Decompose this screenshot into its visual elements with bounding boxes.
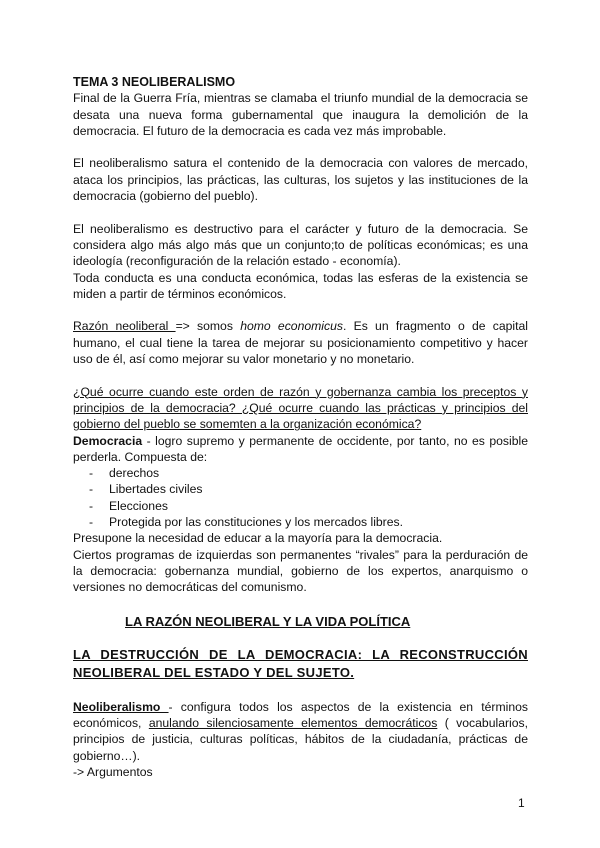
paragraph-argumentos: -> Argumentos [73,764,153,779]
document-title: TEMA 3 NEOLIBERALISMO [73,75,236,89]
term-razon-neoliberal: Razón neoliberal [73,319,176,334]
list-item: - Libertades civiles [89,481,528,497]
list-item: - Protegida por las constituciones y los mercados libres. [89,514,528,530]
document-body [73,74,528,780]
paragraph-educar: Presupone la necesidad de educar a la mayoría para la democracia. [73,531,443,546]
list-item: - Elecciones [89,498,528,514]
paragraph-destructive: El neoliberalismo es destructivo para el carácter y futuro de la democracia. Se considera algo más algo más que un conjunto;to de políticas económicas; es una ideología (reconfiguración de la relación estado - economía). [73,221,528,269]
democracia-list [73,465,528,530]
section-heading-destruccion: LA DESTRUCCIÓN DE LA DEMOCRACIA: LA RECONSTRUCCIÓN NEOLIBERAL DEL ESTADO Y DEL SUJETO. [73,647,528,681]
list-item: - derechos [89,465,528,481]
paragraph-rivales: Ciertos programas de izquierdas son permanentes “rivales” para la perduración de la democracia: gobernanza mundial, gobierno de los expertos, anarquismo o versiones no democráticas del comunismo. [73,547,528,595]
term-homo-economicus: homo economicus [240,319,343,334]
paragraph-democracia: Democracia - logro supremo y permanente de occidente, por tanto, no es posible perderla. Compuesta de: [73,433,528,464]
term-neoliberalismo: Neoliberalismo [73,699,169,714]
paragraph-intro: Final de la Guerra Fría, mientras se clamaba el triunfo mundial de la democracia se desata una nueva forma gubernamental que inaugura la demolición de la democracia. El futuro de la democracia es cada vez más improbable. [73,91,528,138]
underlined-phrase: anulando silenciosamente elementos democráticos [148,715,438,730]
paragraph-market-values: El neoliberalismo satura el contenido de la democracia con valores de mercado, ataca los principios, las prácticas, las culturas, los sujetos y las instituciones de la democracia (gobierno del pueblo). [73,156,528,204]
section-heading-razon: LA RAZÓN NEOLIBERAL Y LA VIDA POLÍTICA [125,613,411,629]
paragraph-economic-conduct: Toda conducta es una conducta económica, todas las esferas de la existencia se miden a partir de términos económicos. [73,270,528,301]
paragraph-neoliberalismo: Neoliberalismo - configura todos los aspectos de la existencia en términos económicos, anulando silenciosamente elementos democráticos ( vocabularios, principios de justicia, culturas políticas, hábitos de la ciudadanía, prácticas de gobierno…). [73,699,528,763]
page-number: 1 [518,796,525,810]
term-democracia: Democracia [73,433,143,448]
paragraph-razon-neoliberal: Razón neoliberal => somos homo economicus. Es un fragmento o de capital humano, el cual tiene la tarea de mejorar su posicionamiento competitivo y hacer uso de él, así como mejorar su valor monetario y no monetario. [73,319,529,367]
paragraph-question: ¿Qué ocurre cuando este orden de razón y gobernanza cambia los preceptos y principios de la democracia? ¿Qué ocurre cuando las prácticas y principios del gobierno del pueblo se somemten a la organización económica? [73,384,528,432]
